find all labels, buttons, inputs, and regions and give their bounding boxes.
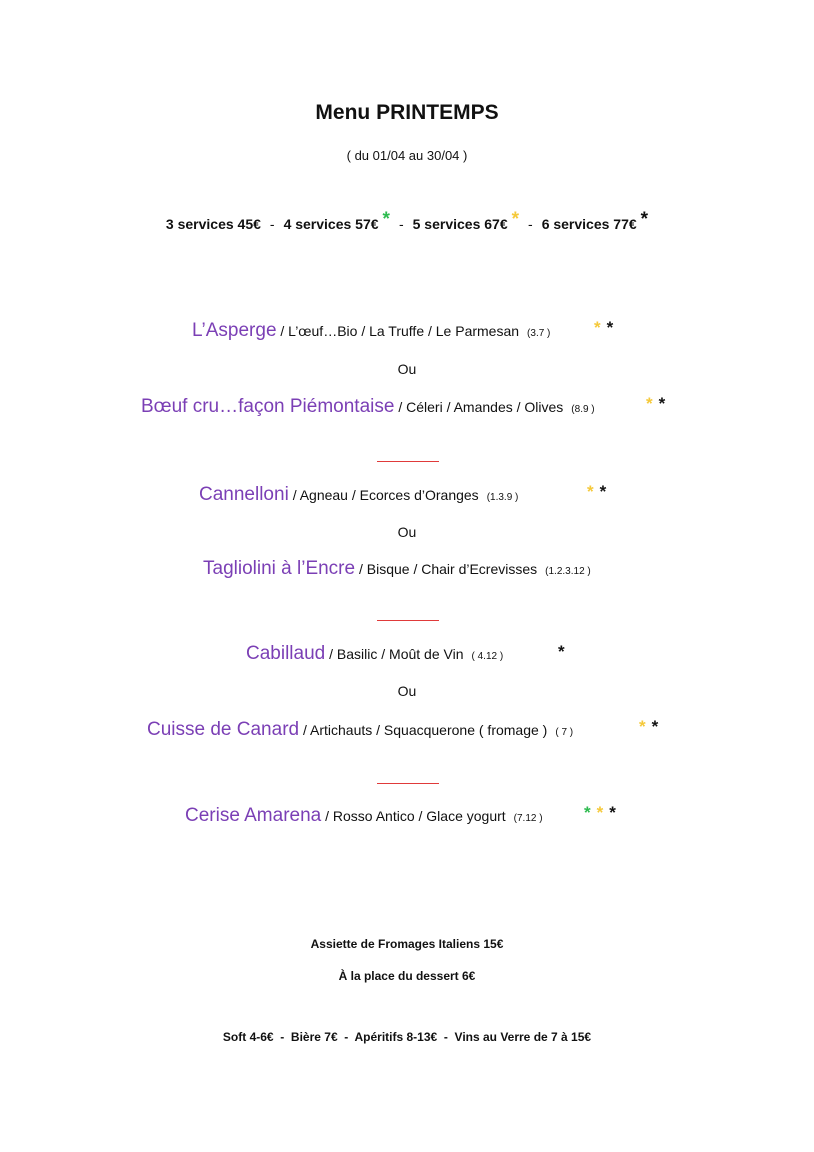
cheese-plate: Assiette de Fromages Italiens 15€ — [310, 937, 504, 951]
dish-allergens: (1.2.3.12 ) — [545, 566, 591, 577]
menu-dates: ( du 01/04 au 30/04 ) — [346, 148, 468, 163]
dish-description: / Basilic / Moût de Vin — [329, 646, 464, 662]
dish-asperge — [192, 320, 550, 342]
dish-description: / L’œuf…Bio / La Truffe / Le Parmesan — [280, 323, 520, 339]
dish-cuisse-canard — [147, 719, 573, 741]
yellow-star-icon: * — [646, 394, 659, 413]
dish-name: Bœuf cru…façon Piémontaise — [141, 396, 395, 417]
dish-allergens: ( 4.12 ) — [471, 651, 504, 662]
dish-name: Tagliolini à l’Encre — [203, 558, 356, 579]
dish-description: / Artichauts / Squacquerone ( fromage ) — [302, 722, 548, 738]
dish-asperge-marks — [594, 318, 619, 338]
dish-canard-marks — [639, 717, 664, 737]
dish-allergens: (3.7 ) — [527, 328, 551, 339]
black-star-icon: * — [658, 394, 672, 413]
price-4-services: 4 services 57€ — [283, 216, 379, 232]
dish-name: Cerise Amarena — [185, 805, 322, 826]
or-label: Ou — [397, 524, 417, 540]
yellow-star-icon: * — [587, 482, 600, 501]
dish-name: L’Asperge — [192, 320, 277, 341]
dish-allergens: ( 7 ) — [555, 727, 574, 738]
dish-description: / Céleri / Amandes / Olives — [398, 399, 564, 415]
green-star-icon: * — [382, 209, 390, 230]
price-6-services: 6 services 77€ — [541, 216, 637, 232]
dish-description: / Rosso Antico / Glace yogurt — [325, 808, 506, 824]
dish-description: / Bisque / Chair d’Ecrevisses — [358, 561, 538, 577]
dish-name: Cuisse de Canard — [147, 719, 300, 740]
dish-name: Cabillaud — [246, 643, 326, 664]
dish-cerise-marks — [584, 803, 622, 823]
yellow-star-icon: * — [511, 209, 520, 230]
dish-cerise-amarena — [185, 805, 543, 827]
price-options — [0, 209, 814, 235]
dish-cannelloni-marks — [587, 482, 612, 502]
or-label: Ou — [397, 361, 417, 377]
cheese-note: À la place du dessert 6€ — [338, 969, 476, 983]
dish-cabillaud-marks — [558, 642, 571, 662]
price-separator: - — [269, 216, 275, 232]
price-5-services: 5 services 67€ — [412, 216, 508, 232]
dish-allergens: (1.3.9 ) — [486, 492, 519, 503]
dish-allergens: (8.9 ) — [571, 404, 595, 415]
yellow-star-icon: * — [596, 803, 610, 822]
dish-tagliolini — [203, 558, 591, 580]
dish-description: / Agneau / Ecorces d’Oranges — [292, 487, 479, 503]
yellow-star-icon: * — [639, 717, 652, 736]
or-label: Ou — [397, 683, 417, 699]
dish-boeuf-marks — [646, 394, 671, 414]
black-star-icon: * — [609, 803, 622, 822]
green-star-icon: * — [584, 803, 597, 822]
course-divider — [377, 620, 439, 621]
yellow-star-icon: * — [594, 318, 607, 337]
price-separator: - — [528, 216, 533, 232]
dish-cannelloni — [199, 484, 518, 506]
dish-boeuf-cru — [141, 396, 595, 418]
course-divider — [377, 461, 439, 462]
dish-name: Cannelloni — [199, 484, 289, 505]
dish-cabillaud — [246, 643, 503, 665]
price-separator: - — [398, 216, 404, 232]
menu-title: Menu PRINTEMPS — [315, 101, 499, 124]
black-star-icon: * — [599, 482, 613, 501]
black-star-icon: * — [651, 717, 665, 736]
black-star-icon: * — [640, 209, 649, 230]
price-3-services: 3 services 45€ — [165, 216, 261, 232]
drinks-prices: Soft 4-6€ - Bière 7€ - Apéritifs 8-13€ - Vins au Verre de 7 à 15€ — [222, 1030, 592, 1044]
course-divider — [377, 783, 439, 784]
dish-allergens: (7.12 ) — [513, 813, 543, 824]
black-star-icon: * — [558, 642, 571, 661]
black-star-icon: * — [606, 318, 620, 337]
